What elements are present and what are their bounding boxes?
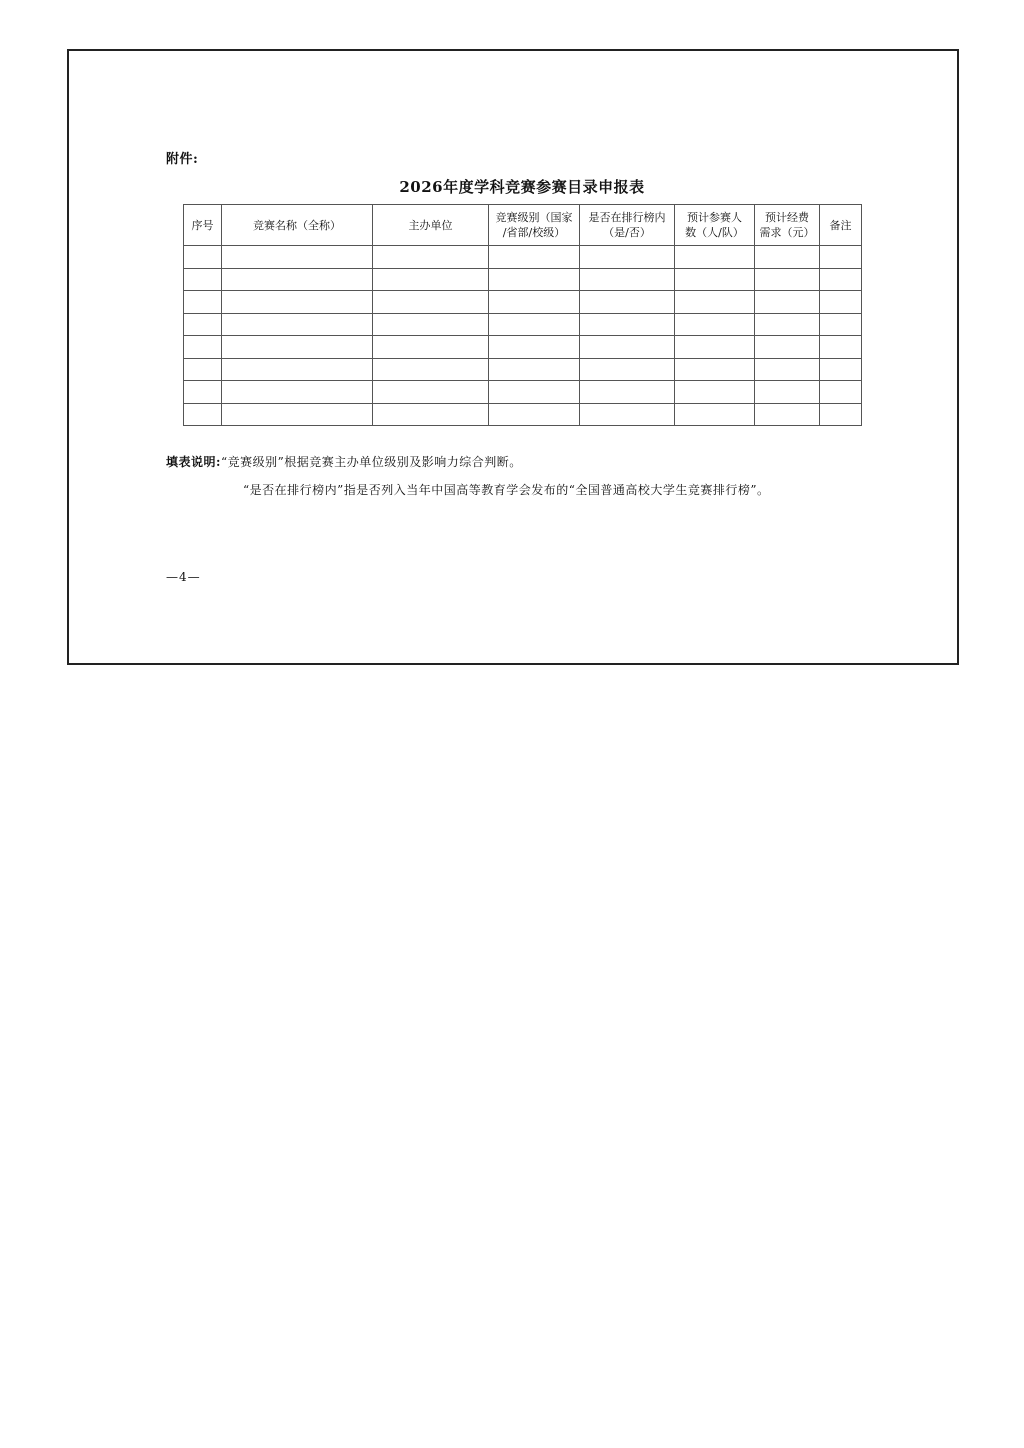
table-cell[interactable]: [820, 381, 862, 404]
table-cell[interactable]: [580, 403, 675, 426]
table-row: [184, 358, 862, 381]
header-competition-level: 竞赛级别（国家 /省部/校级）: [489, 205, 580, 246]
table-cell[interactable]: [755, 268, 820, 291]
table-cell[interactable]: [489, 246, 580, 269]
table-cell[interactable]: [489, 381, 580, 404]
table-row: [184, 403, 862, 426]
table-cell[interactable]: [755, 291, 820, 314]
header-index: 序号: [184, 205, 222, 246]
table-cell[interactable]: [675, 381, 755, 404]
table-cell[interactable]: [675, 268, 755, 291]
header-organizer: 主办单位: [373, 205, 489, 246]
table-cell[interactable]: [184, 291, 222, 314]
table-cell[interactable]: [489, 336, 580, 359]
table-cell[interactable]: [675, 358, 755, 381]
table-cell[interactable]: [184, 246, 222, 269]
fill-instructions-line-2: “是否在排行榜内”指是否列入当年中国高等教育学会发布的“全国普通高校大学生竞赛排行榜”。: [243, 483, 770, 497]
table-row: [184, 336, 862, 359]
table-cell[interactable]: [580, 246, 675, 269]
table-cell[interactable]: [489, 358, 580, 381]
table-cell[interactable]: [820, 403, 862, 426]
table-cell[interactable]: [755, 246, 820, 269]
table-cell[interactable]: [373, 291, 489, 314]
table-cell[interactable]: [580, 291, 675, 314]
table-cell[interactable]: [755, 313, 820, 336]
table-cell[interactable]: [580, 336, 675, 359]
header-remarks: 备注: [820, 205, 862, 246]
table-cell[interactable]: [675, 313, 755, 336]
table-cell[interactable]: [373, 381, 489, 404]
table-cell[interactable]: [489, 313, 580, 336]
table-cell[interactable]: [222, 403, 373, 426]
table-row: [184, 246, 862, 269]
fill-instructions-line-1: [166, 453, 522, 470]
header-participants: 预计参赛人 数（人/队）: [675, 205, 755, 246]
table-cell[interactable]: [755, 336, 820, 359]
table-cell[interactable]: [755, 381, 820, 404]
table-cell[interactable]: [373, 313, 489, 336]
table-cell[interactable]: [580, 313, 675, 336]
table-cell[interactable]: [222, 291, 373, 314]
table-cell[interactable]: [580, 381, 675, 404]
table-cell[interactable]: [820, 313, 862, 336]
table-cell[interactable]: [755, 358, 820, 381]
table-cell[interactable]: [675, 336, 755, 359]
table-cell[interactable]: [820, 336, 862, 359]
table-header-row: [184, 205, 862, 246]
table-cell[interactable]: [184, 336, 222, 359]
table-cell[interactable]: [820, 358, 862, 381]
table-row: [184, 268, 862, 291]
table-cell[interactable]: [373, 336, 489, 359]
table-cell[interactable]: [373, 358, 489, 381]
header-in-ranking: 是否在排行榜内 （是/否）: [580, 205, 675, 246]
table-cell[interactable]: [184, 268, 222, 291]
table-cell[interactable]: [222, 336, 373, 359]
table-cell[interactable]: [820, 246, 862, 269]
table-cell[interactable]: [184, 381, 222, 404]
table-cell[interactable]: [489, 291, 580, 314]
table-cell[interactable]: [184, 358, 222, 381]
header-competition-name: 竞赛名称（全称）: [222, 205, 373, 246]
table-cell[interactable]: [580, 268, 675, 291]
table-cell[interactable]: [373, 246, 489, 269]
table-cell[interactable]: [222, 313, 373, 336]
header-budget: 预计经费 需求（元）: [755, 205, 820, 246]
table-cell[interactable]: [820, 291, 862, 314]
table-cell[interactable]: [489, 403, 580, 426]
table-cell[interactable]: [373, 268, 489, 291]
document-title: 2026年度学科竞赛参赛目录申报表: [399, 178, 645, 196]
table-cell[interactable]: [222, 381, 373, 404]
table-cell[interactable]: [489, 268, 580, 291]
table-cell[interactable]: [820, 268, 862, 291]
table-row: [184, 291, 862, 314]
table-cell[interactable]: [222, 268, 373, 291]
table-cell[interactable]: [184, 313, 222, 336]
table-cell[interactable]: [184, 403, 222, 426]
table-cell[interactable]: [222, 358, 373, 381]
table-cell[interactable]: [373, 403, 489, 426]
table-row: [184, 381, 862, 404]
fill-instructions-label: 填表说明:: [166, 455, 221, 469]
table-cell[interactable]: [755, 403, 820, 426]
table-cell[interactable]: [580, 358, 675, 381]
table-body: [184, 246, 862, 426]
page-number: —4—: [166, 570, 201, 584]
table-cell[interactable]: [675, 246, 755, 269]
application-table: [183, 204, 862, 426]
table-cell[interactable]: [675, 403, 755, 426]
fill-instructions-text-1: “竞赛级别”根据竞赛主办单位级别及影响力综合判断。: [220, 455, 522, 469]
table-cell[interactable]: [675, 291, 755, 314]
attachment-label: 附件:: [166, 152, 199, 167]
table-cell[interactable]: [222, 246, 373, 269]
table-row: [184, 313, 862, 336]
